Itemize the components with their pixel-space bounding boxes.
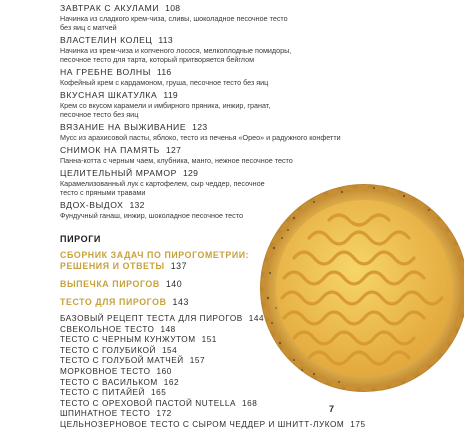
entry-desc: Начинка из крем-чиза и копченого лосося, мелкоплодные помидоры, песочное тесто для тарта, который притворяется бейглом bbox=[60, 46, 292, 64]
entry-title: НА ГРЕБНЕ ВОЛНЫ bbox=[60, 67, 151, 77]
toc-entry bbox=[60, 90, 360, 119]
sub-entry-page: 160 bbox=[156, 366, 172, 376]
sub-entry bbox=[60, 419, 366, 431]
entry-page: 113 bbox=[158, 35, 173, 45]
tart-filling bbox=[276, 200, 452, 376]
entry-title: СНИМОК НА ПАМЯТЬ bbox=[60, 145, 160, 155]
sub-entry-page: 172 bbox=[156, 409, 172, 419]
entry-desc: Фундучный ганаш, инжир, шоколадное песочное тесто bbox=[60, 211, 243, 220]
toc-entry bbox=[60, 35, 360, 64]
sub-entry-page: 144 bbox=[248, 314, 265, 323]
chapter-page: 143 bbox=[172, 297, 190, 307]
sub-entry-title: ЦЕЛЬНОЗЕРНОВОЕ ТЕСТО С СЫРОМ ЧЕДДЕР И ШНИТТ-ЛУКОМ bbox=[60, 419, 345, 429]
chapter-page: 140 bbox=[165, 279, 183, 289]
sub-entry-page: 175 bbox=[350, 419, 366, 429]
chapter-title: ТЕСТО ДЛЯ ПИРОГОВ bbox=[60, 297, 167, 307]
sub-entry-page: 168 bbox=[242, 398, 258, 408]
chapter-page: 137 bbox=[170, 261, 188, 271]
sub-entry-title: ШПИНАТНОЕ ТЕСТО bbox=[60, 409, 151, 419]
entry-title: ВДОХ-ВЫДОХ bbox=[60, 200, 124, 210]
sub-entry-title: МОРКОВНОЕ ТЕСТО bbox=[60, 366, 151, 376]
sub-entry-page: 154 bbox=[161, 345, 178, 355]
sub-entry-title: ТЕСТО С ЧЕРНЫМ КУНЖУТОМ bbox=[60, 335, 196, 345]
sub-entry-title: ТЕСТО С ГОЛУБИКОЙ bbox=[60, 345, 156, 355]
entry-desc: Карамелизованный лук с картофелем, сыр чеддер, песочное тесто с пряными травами bbox=[60, 179, 265, 197]
toc-entry bbox=[60, 67, 360, 87]
sub-entry-title: ТЕСТО С ПИТАЙЕЙ bbox=[60, 388, 146, 398]
entry-title: ЗАВТРАК С АКУЛАМИ bbox=[60, 3, 160, 13]
entry-page: 132 bbox=[129, 200, 145, 210]
chapter-title: СБОРНИК ЗАДАЧ ПО ПИРОГОМЕТРИИ: РЕШЕНИЯ И ОТВЕТЫ bbox=[60, 250, 250, 271]
sub-entry-title: БАЗОВЫЙ РЕЦЕПТ ТЕСТА ДЛЯ ПИРОГОВ bbox=[60, 314, 243, 323]
entry-title: ВЛАСТЕЛИН КОЛЕЦ bbox=[60, 35, 153, 45]
entry-desc: Кофейный крем с кардамоном, груша, песочное тесто без яиц bbox=[60, 78, 269, 87]
entry-desc: Мусс из арахисовой пасты, яблоко, тесто из печенья «Орео» и радужного конфетти bbox=[60, 133, 341, 142]
sub-entry-title: ТЕСТО С ВАСИЛЬКОМ bbox=[60, 377, 158, 387]
entry-desc: Крем со вкусом карамели и имбирного пряника, инжир, гранат, песочное тесто без яиц bbox=[60, 101, 271, 119]
toc-entry bbox=[60, 122, 360, 142]
entry-page: 123 bbox=[192, 122, 208, 132]
sub-entry bbox=[60, 409, 360, 420]
entry-page: 108 bbox=[165, 3, 181, 13]
entry-title: ЦЕЛИТЕЛЬНЫЙ МРАМОР bbox=[60, 168, 177, 178]
page-number: 7 bbox=[328, 404, 334, 414]
chapter-title: ВЫПЕЧКА ПИРОГОВ bbox=[60, 279, 160, 289]
section-heading: ПИРОГИ bbox=[60, 234, 101, 244]
entry-title: ВЯЗАНИЕ НА ВЫЖИВАНИЕ bbox=[60, 122, 187, 132]
sub-entry-page: 157 bbox=[189, 356, 206, 366]
sub-entry-page: 151 bbox=[201, 335, 217, 345]
sub-entry bbox=[60, 399, 360, 410]
sub-entry-page: 162 bbox=[163, 377, 180, 387]
tart-photo bbox=[254, 178, 464, 388]
sub-entry-page: 165 bbox=[151, 388, 167, 398]
sub-entry-title: ТЕСТО С ГОЛУБОЙ МАТЧЕЙ bbox=[60, 356, 184, 366]
sub-entry-title: ТЕСТО С ОРЕХОВОЙ ПАСТОЙ NUTELLA bbox=[60, 398, 237, 408]
sub-entry bbox=[60, 388, 360, 399]
toc-entry bbox=[60, 145, 360, 165]
sub-entry-title: СВЕКОЛЬНОЕ ТЕСТО bbox=[60, 324, 155, 334]
entry-desc: Панна-котта с черным чаем, клубника, манго, нежное песочное тесто bbox=[60, 156, 293, 165]
entry-page: 119 bbox=[163, 90, 178, 100]
sub-entry-page: 148 bbox=[160, 324, 176, 334]
entry-page: 116 bbox=[156, 67, 172, 77]
entry-title: ВКУСНАЯ ШКАТУЛКА bbox=[60, 90, 158, 100]
entry-page: 127 bbox=[165, 145, 182, 155]
entry-page: 129 bbox=[182, 168, 199, 178]
toc-entry bbox=[60, 3, 360, 32]
entry-desc: Начинка из сладкого крем-чиза, сливы, шоколадное песочное тесто без яиц с матчей bbox=[60, 14, 288, 32]
